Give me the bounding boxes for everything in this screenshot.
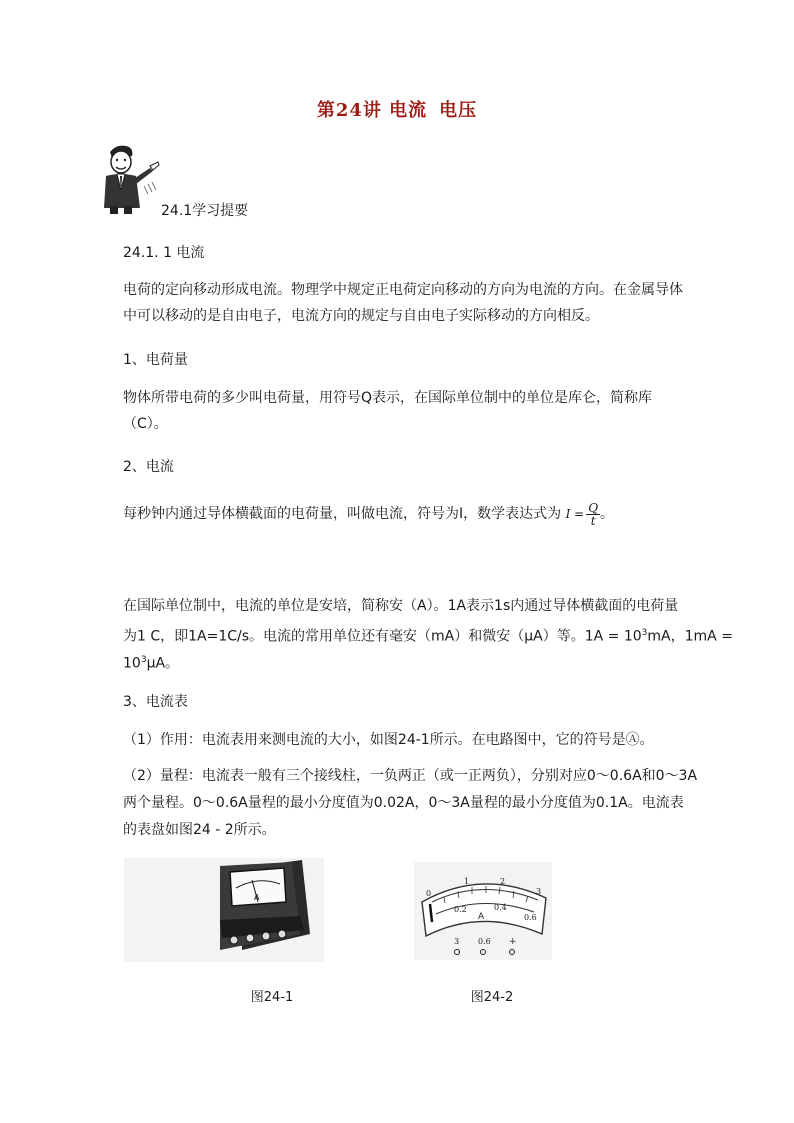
title-part2: 电压: [439, 100, 478, 121]
item3-heading: 3、电流表: [123, 694, 188, 710]
sub-heading: 24.1. 1 电流: [123, 245, 205, 261]
formula-end: 。: [600, 506, 615, 522]
item2-definition: [123, 500, 614, 528]
formula-fraction: [586, 502, 600, 527]
figure-24-1-caption: 图24-1: [250, 990, 294, 1005]
unit-line-1: 在国际单位制中，电流的单位是安培，简称安（A）。1A表示1s内通过导体横截面的电荷量: [123, 598, 679, 614]
dial-outer-tick-3: 3: [536, 887, 542, 896]
dial-inner-tick-0: 0.2: [454, 905, 467, 914]
dial-outer-tick-0: 0: [426, 889, 432, 898]
item2-text: 每秒钟内通过导体横截面的电荷量，叫做电流，符号为I，数学表达式为: [123, 506, 562, 522]
terminal-label-3: 3: [454, 937, 460, 946]
ammeter-dial-figure: [414, 862, 552, 960]
dial-outer-tick-2: 2: [500, 877, 506, 886]
svg-text:A: A: [254, 893, 260, 902]
unit-line-2-text: 为1 C，即1A=1C/s。电流的常用单位还有毫安（mA）和微安（μA）等。1A = 10: [123, 628, 642, 645]
page-title: [0, 96, 794, 122]
unit-line-2: [123, 623, 733, 647]
unit-line-3: [123, 650, 179, 674]
ammeter-figure: [124, 858, 324, 962]
item3-use: （1）作用：电流表用来测电流的大小，如图24-1所示。在电路图中，它的符号是Ⓐ。: [123, 732, 654, 748]
dial-outer-tick-1: 1: [464, 877, 470, 886]
intro-paragraph: 电荷的定向移动形成电流。物理学中规定正电荷定向移动的方向为电流的方向。在金属导体中可以移动的是自由电子，电流方向的规定与自由电子实际移动的方向相反。: [123, 282, 683, 324]
unit-line-3-end: μA。: [146, 655, 180, 672]
item2-heading: 2、电流: [123, 459, 174, 475]
unit-line-2-end: mA，1mA =: [647, 628, 733, 645]
dial-inner-tick-2: 0.6: [524, 913, 537, 922]
formula-numerator: Q: [588, 500, 599, 515]
item1-heading: 1、电荷量: [123, 352, 188, 368]
figure-24-2-caption: 图24-2: [470, 990, 514, 1005]
item3-range-line-3: 的表盘如图24 - 2所示。: [123, 822, 276, 838]
item1-text: 物体所带电荷的多少叫电荷量，用符号Q表示，在国际单位制中的单位是库仑，简称库（C）。: [123, 390, 653, 432]
formula-lhs: I =: [565, 507, 585, 521]
formula-denominator: t: [590, 513, 596, 528]
section-heading: 24.1学习提要: [161, 203, 249, 219]
item3-range-line-2: 两个量程。0～0.6A量程的最小分度值为0.02A，0～3A量程的最小分度值为0.1A。电流表: [123, 795, 684, 811]
unit-line-3-sup: 3: [140, 655, 147, 665]
dial-unit-label: A: [478, 912, 485, 922]
unit-line-2-sup: 3: [641, 628, 648, 638]
unit-line-3-text: 10: [123, 655, 141, 672]
teacher-pointing-icon: [96, 142, 164, 216]
title-part1: 第24讲 电流: [316, 100, 428, 121]
item3-range-line-1: （2）量程：电流表一般有三个接线柱，一负两正（或一正两负），分别对应0～0.6A和0～3A: [123, 768, 698, 784]
terminal-label-0-6: 0.6: [478, 937, 491, 946]
dial-inner-tick-1: 0.4: [494, 903, 507, 912]
terminal-label-plus: +: [509, 937, 517, 947]
